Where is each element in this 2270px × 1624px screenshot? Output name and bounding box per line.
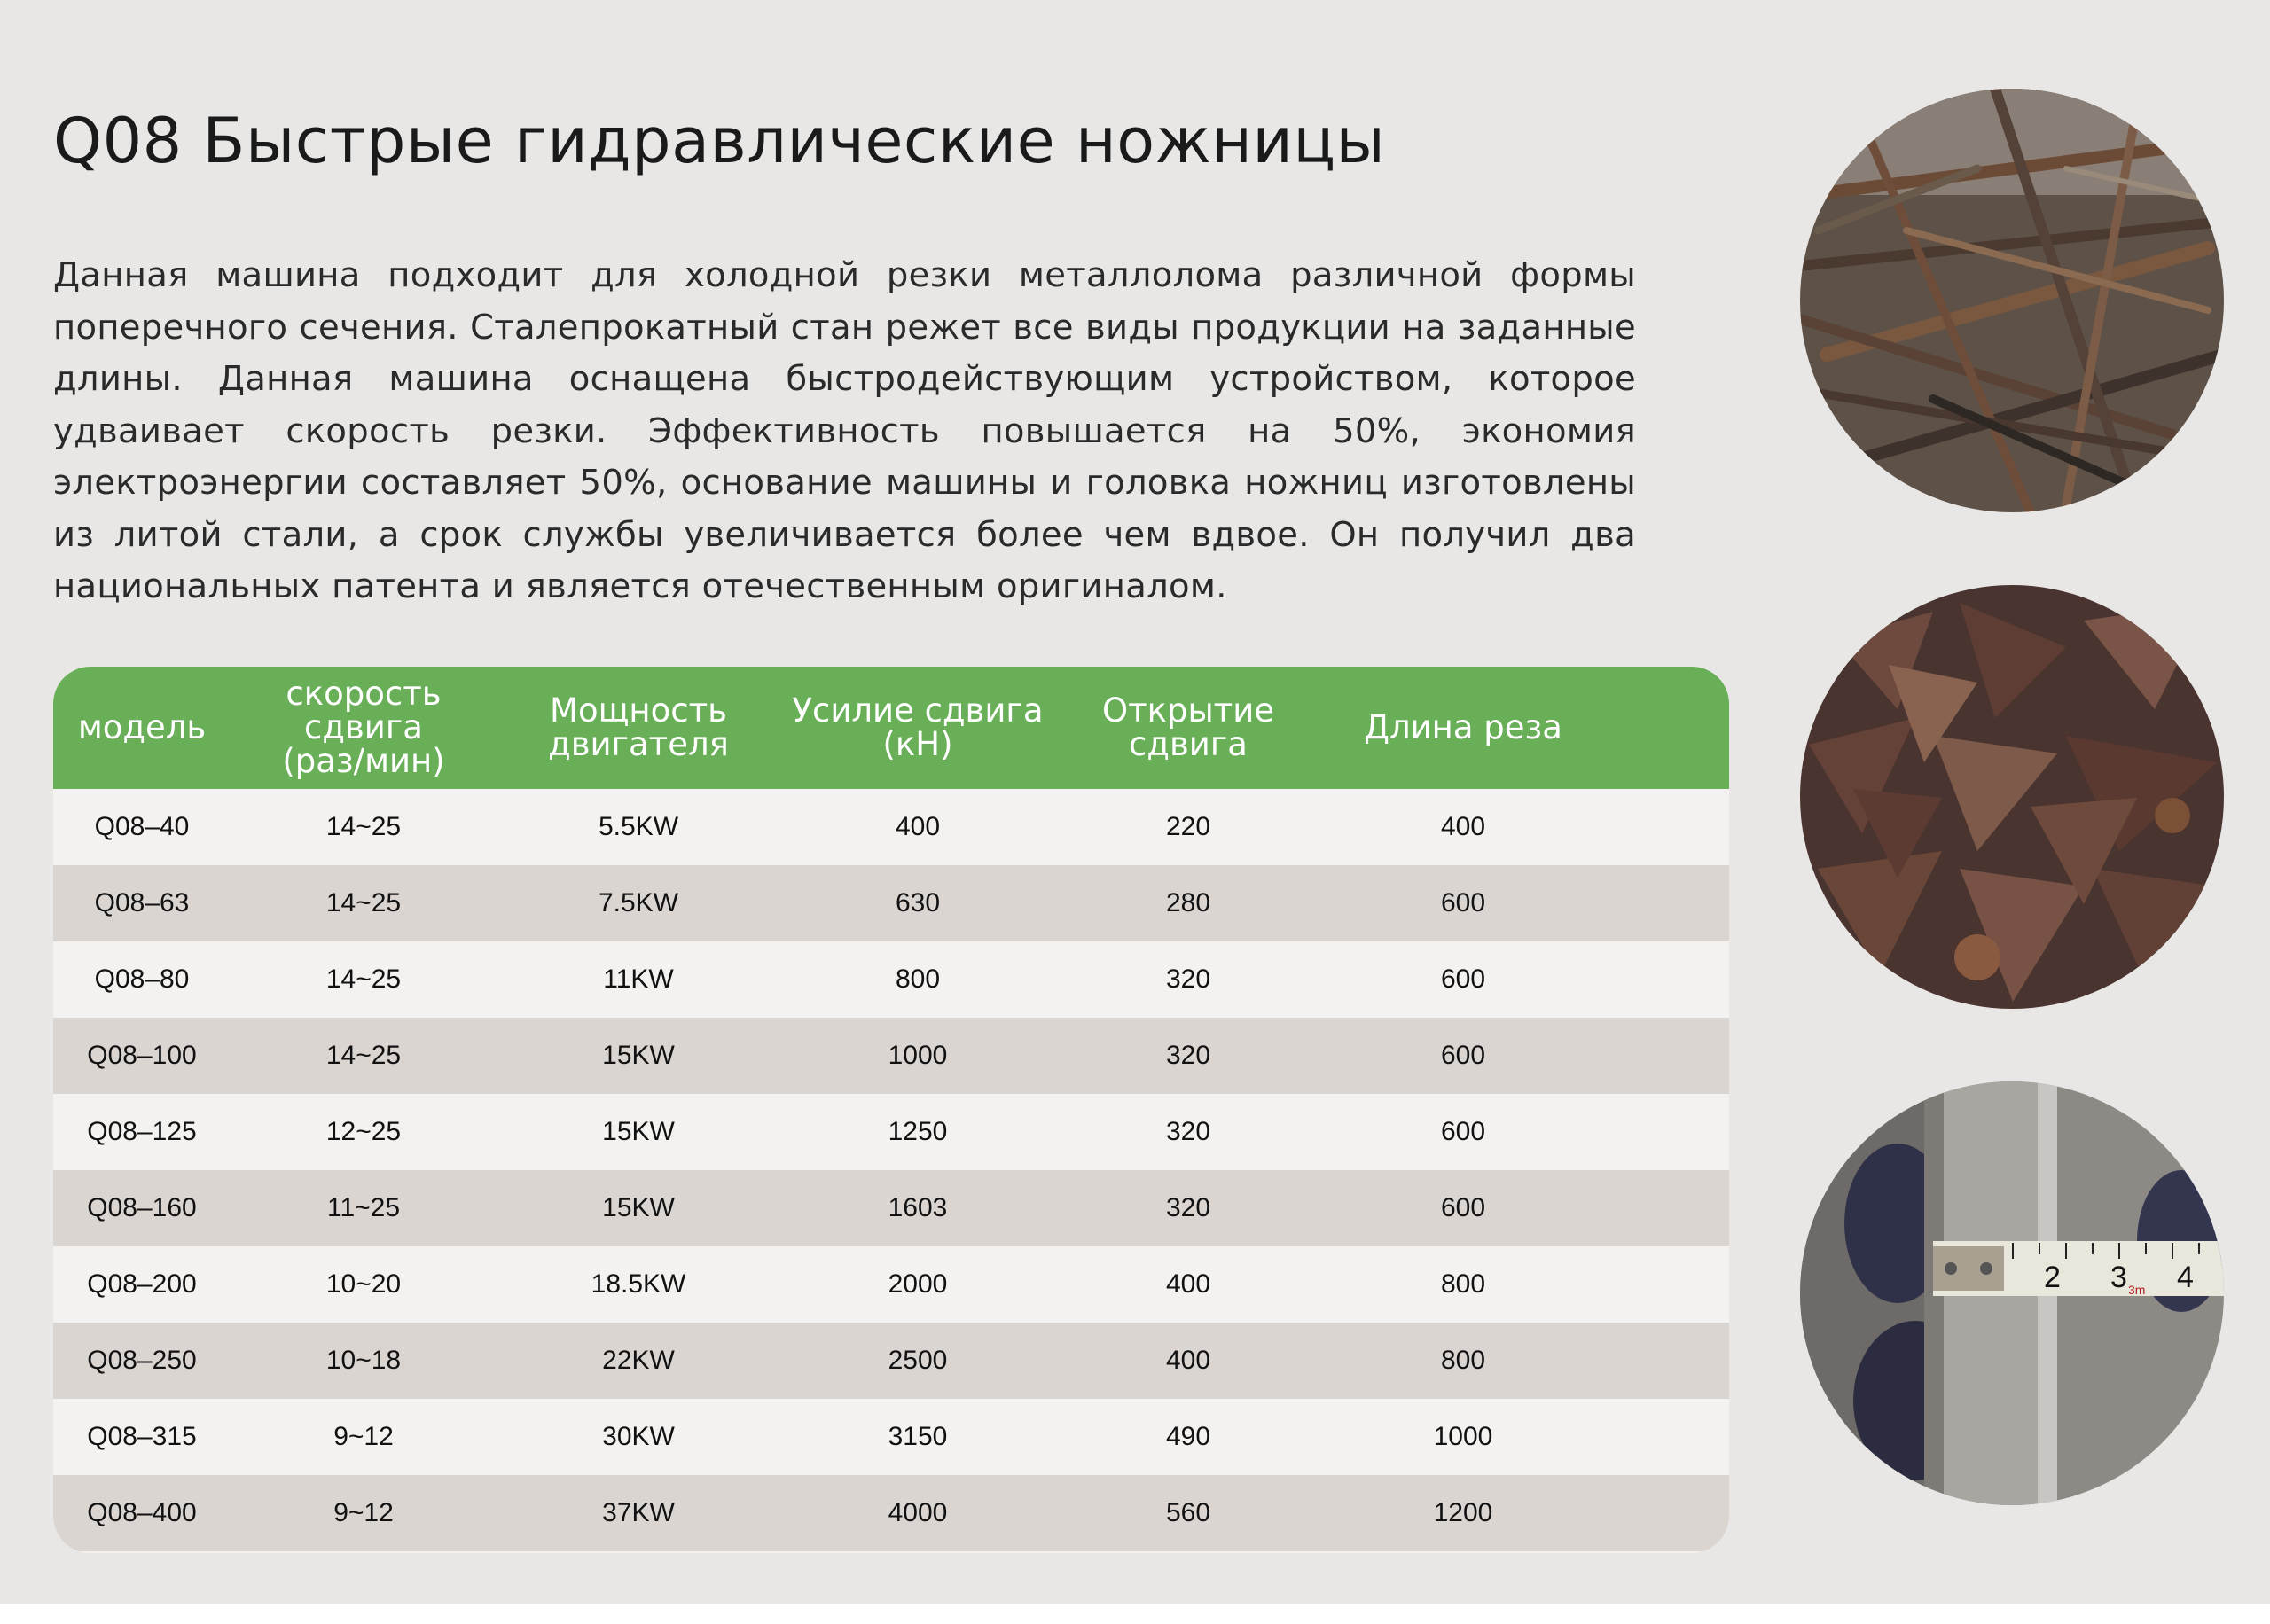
table-row <box>53 1246 1729 1323</box>
cell-cut-length: 1000 <box>1433 1422 1493 1451</box>
cell-cut-length: 800 <box>1440 1269 1486 1299</box>
cell-shear-speed: 12~25 <box>325 1117 402 1146</box>
cell-motor-power: 15KW <box>602 1041 675 1070</box>
table-row <box>53 1170 1729 1246</box>
cell-cut-length: 400 <box>1440 812 1486 841</box>
table-row <box>53 1475 1729 1551</box>
header-shear-opening: Открытие сдвига <box>1101 691 1275 763</box>
cell-cut-length: 800 <box>1440 1346 1486 1375</box>
cell-shear-opening: 490 <box>1165 1422 1211 1451</box>
cell-model: Q08–200 <box>87 1269 197 1299</box>
svg-text:2: 2 <box>2044 1261 2061 1294</box>
cell-shear-speed: 14~25 <box>325 812 402 841</box>
cell-shear-force: 2000 <box>888 1269 948 1299</box>
header-motor-power: Мощность двигателя <box>548 691 729 763</box>
cell-model: Q08–160 <box>87 1193 197 1222</box>
cell-shear-opening: 280 <box>1165 888 1211 917</box>
cell-shear-speed: 10~18 <box>325 1346 402 1375</box>
cell-shear-speed: 14~25 <box>325 1041 402 1070</box>
cell-motor-power: 15KW <box>602 1117 675 1146</box>
table-row <box>53 1018 1729 1094</box>
cell-model: Q08–40 <box>94 812 190 841</box>
svg-text:3m: 3m <box>2128 1283 2146 1297</box>
description-paragraph: Данная машина подходит для холодной резки металлолома различной формы поперечного сечения. Сталепрокатный стан режет все виды продукции на заданные длины. Данная машина оснащена быстродействующим устройством, которое удваивает скорость резки. Эффективность повышается на 50%, экономия электроэнергии составляет 50%, основание машины и головка ножниц изготовлены из литой стали, а срок службы увеличивается более чем вдвое. Он получил два национальных патента и является отечественным оригиналом. <box>53 255 1636 606</box>
cell-cut-length: 600 <box>1440 1193 1486 1222</box>
cell-shear-force: 3150 <box>888 1422 948 1451</box>
page-title: Q08 Быстрые гидравлические ножницы <box>53 105 1386 177</box>
cell-motor-power: 15KW <box>602 1193 675 1222</box>
cell-cut-length: 600 <box>1440 1041 1486 1070</box>
svg-text:3: 3 <box>2110 1261 2127 1294</box>
table-row <box>53 1323 1729 1399</box>
cell-model: Q08–63 <box>94 888 190 917</box>
cell-shear-opening: 560 <box>1165 1498 1211 1527</box>
cell-model: Q08–80 <box>94 964 190 994</box>
cell-shear-force: 1250 <box>888 1117 948 1146</box>
measuring-tape-photo <box>1800 1081 2224 1505</box>
header-model: модель <box>77 708 207 746</box>
cell-shear-speed: 10~20 <box>325 1269 402 1299</box>
cell-shear-opening: 220 <box>1165 812 1211 841</box>
cell-motor-power: 22KW <box>602 1346 675 1375</box>
cell-cut-length: 600 <box>1440 888 1486 917</box>
cell-shear-force: 4000 <box>888 1498 948 1527</box>
cell-cut-length: 600 <box>1440 964 1486 994</box>
scrap-rebar-photo <box>1800 89 2224 512</box>
cell-shear-force: 400 <box>895 812 941 841</box>
cell-model: Q08–250 <box>87 1346 197 1375</box>
cell-shear-force: 1603 <box>888 1193 948 1222</box>
cell-shear-speed: 9~12 <box>333 1498 394 1527</box>
cell-shear-force: 2500 <box>888 1346 948 1375</box>
cell-shear-opening: 400 <box>1165 1346 1211 1375</box>
cell-shear-speed: 11~25 <box>326 1193 401 1222</box>
cell-model: Q08–400 <box>87 1498 197 1527</box>
scrap-metal-pieces-photo <box>1800 585 2224 1009</box>
cell-shear-opening: 320 <box>1165 964 1211 994</box>
header-shear-force: Усилие сдвига (кН) <box>792 691 1044 763</box>
cell-shear-opening: 400 <box>1165 1269 1211 1299</box>
header-cut-length: Длина реза <box>1364 708 1562 746</box>
cell-shear-opening: 320 <box>1165 1193 1211 1222</box>
cell-motor-power: 11KW <box>603 964 674 994</box>
svg-text:4: 4 <box>2177 1261 2194 1294</box>
cell-motor-power: 37KW <box>602 1498 675 1527</box>
cell-model: Q08–315 <box>87 1422 197 1451</box>
cell-shear-force: 630 <box>895 888 941 917</box>
cell-shear-opening: 320 <box>1165 1041 1211 1070</box>
table-row <box>53 941 1729 1018</box>
cell-cut-length: 1200 <box>1433 1498 1493 1527</box>
cell-motor-power: 7.5KW <box>598 888 679 917</box>
cell-model: Q08–100 <box>87 1041 197 1070</box>
cell-motor-power: 18.5KW <box>591 1269 686 1299</box>
table-header <box>53 667 1729 789</box>
cell-shear-opening: 320 <box>1165 1117 1211 1146</box>
spec-table <box>53 667 1729 1553</box>
cell-cut-length: 600 <box>1440 1117 1486 1146</box>
cell-shear-force: 1000 <box>888 1041 948 1070</box>
header-shear-speed: скорость сдвига (раз/мин) <box>282 675 445 780</box>
cell-motor-power: 30KW <box>602 1422 675 1451</box>
table-row <box>53 1094 1729 1170</box>
table-row <box>53 789 1729 865</box>
cell-shear-speed: 14~25 <box>325 964 402 994</box>
cell-model: Q08–125 <box>87 1117 197 1146</box>
cell-motor-power: 5.5KW <box>598 812 679 841</box>
cell-shear-speed: 14~25 <box>325 888 402 917</box>
table-row <box>53 865 1729 941</box>
cell-shear-speed: 9~12 <box>333 1422 394 1451</box>
cell-shear-force: 800 <box>895 964 941 994</box>
table-row <box>53 1399 1729 1475</box>
